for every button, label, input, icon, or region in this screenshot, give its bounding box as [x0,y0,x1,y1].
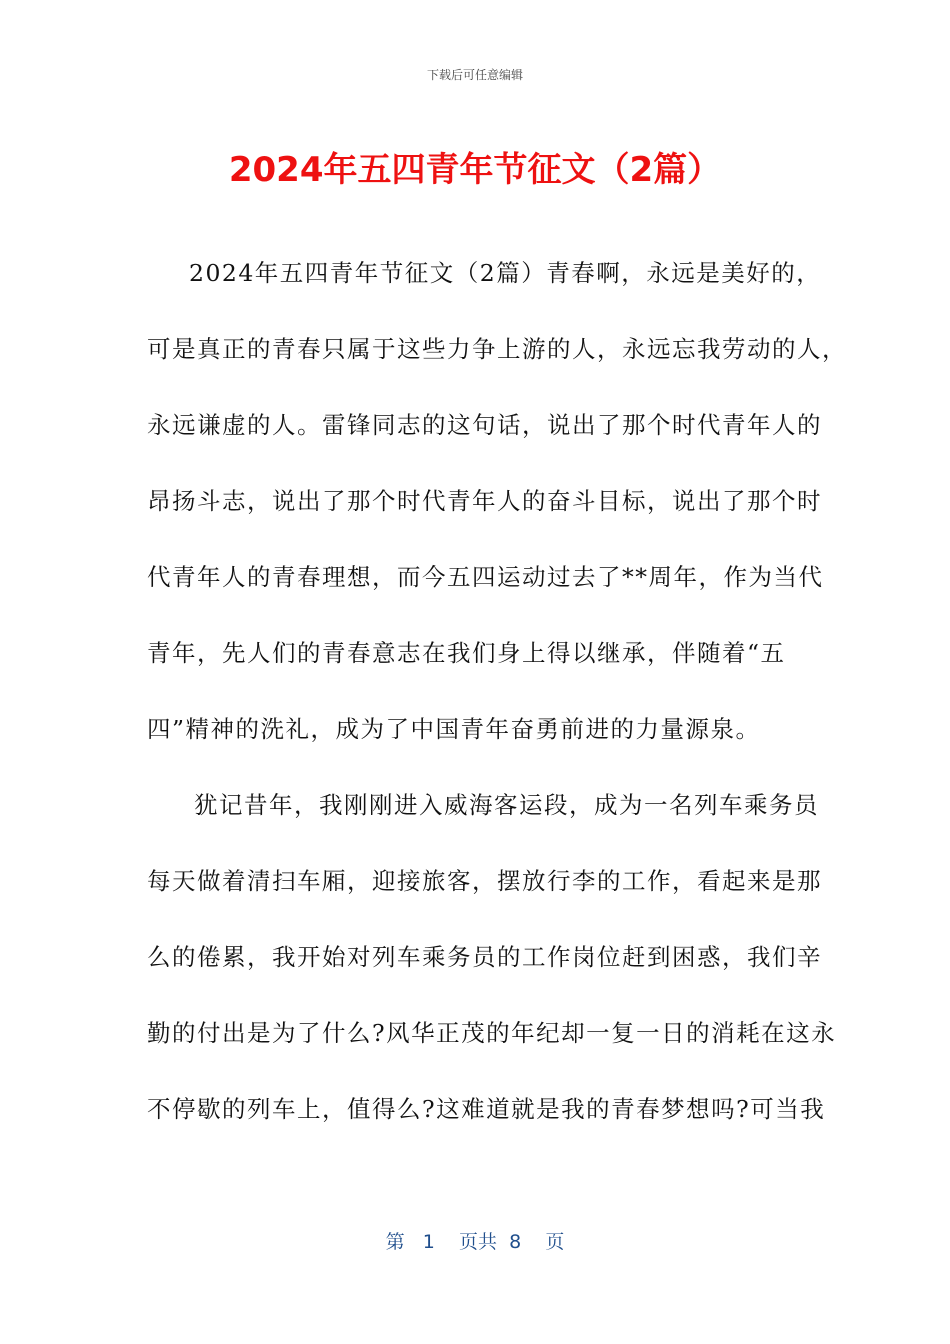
paragraph-line: 2024年五四青年节征文（2篇）青春啊，永远是美好的， [189,259,822,287]
current-page-number: 1 [422,1231,435,1253]
paragraph-line: 永远谦虚的人。雷锋同志的这句话，说出了那个时代青年人的 [147,411,822,439]
paragraph-line: 勤的付出是为了什么?风华正茂的年纪却一复一日的消耗在这永 [147,1019,837,1047]
paragraph-line: 犹记昔年，我刚刚进入威海客运段，成为一名列车乘务员 [194,791,819,819]
paragraph-line: 代青年人的青春理想，而今五四运动过去了**周年，作为当代 [147,563,824,591]
footer-suffix: 页 [545,1231,565,1253]
header-note: 下载后可任意编辑 [426,68,523,82]
paragraph-line: 四”精神的洗礼，成为了中国青年奋勇前进的力量源泉。 [147,715,761,743]
paragraph-line: 可是真正的青春只属于这些力争上游的人，永远忘我劳动的人， [147,335,847,363]
paragraph-line: 青年，先人们的青春意志在我们身上得以继承，伴随着“五 [147,639,786,667]
paragraph-line: 每天做着清扫车厢，迎接旅客，摆放行李的工作，看起来是那 [147,867,822,895]
page-footer [0,1227,950,1254]
footer-middle: 页共 [459,1231,498,1253]
total-pages-number: 8 [509,1231,522,1253]
paragraph-line: 么的倦累，我开始对列车乘务员的工作岗位赶到困惑，我们辛 [147,943,822,971]
footer-prefix: 第 [385,1231,405,1253]
paragraph-line: 不停歇的列车上，值得么?这难道就是我的青春梦想吗?可当我 [147,1095,826,1123]
paragraph-line: 昂扬斗志，说出了那个时代青年人的奋斗目标，说出了那个时 [147,487,822,515]
document-title: 2024年五四青年节征文（2篇） [228,150,722,190]
